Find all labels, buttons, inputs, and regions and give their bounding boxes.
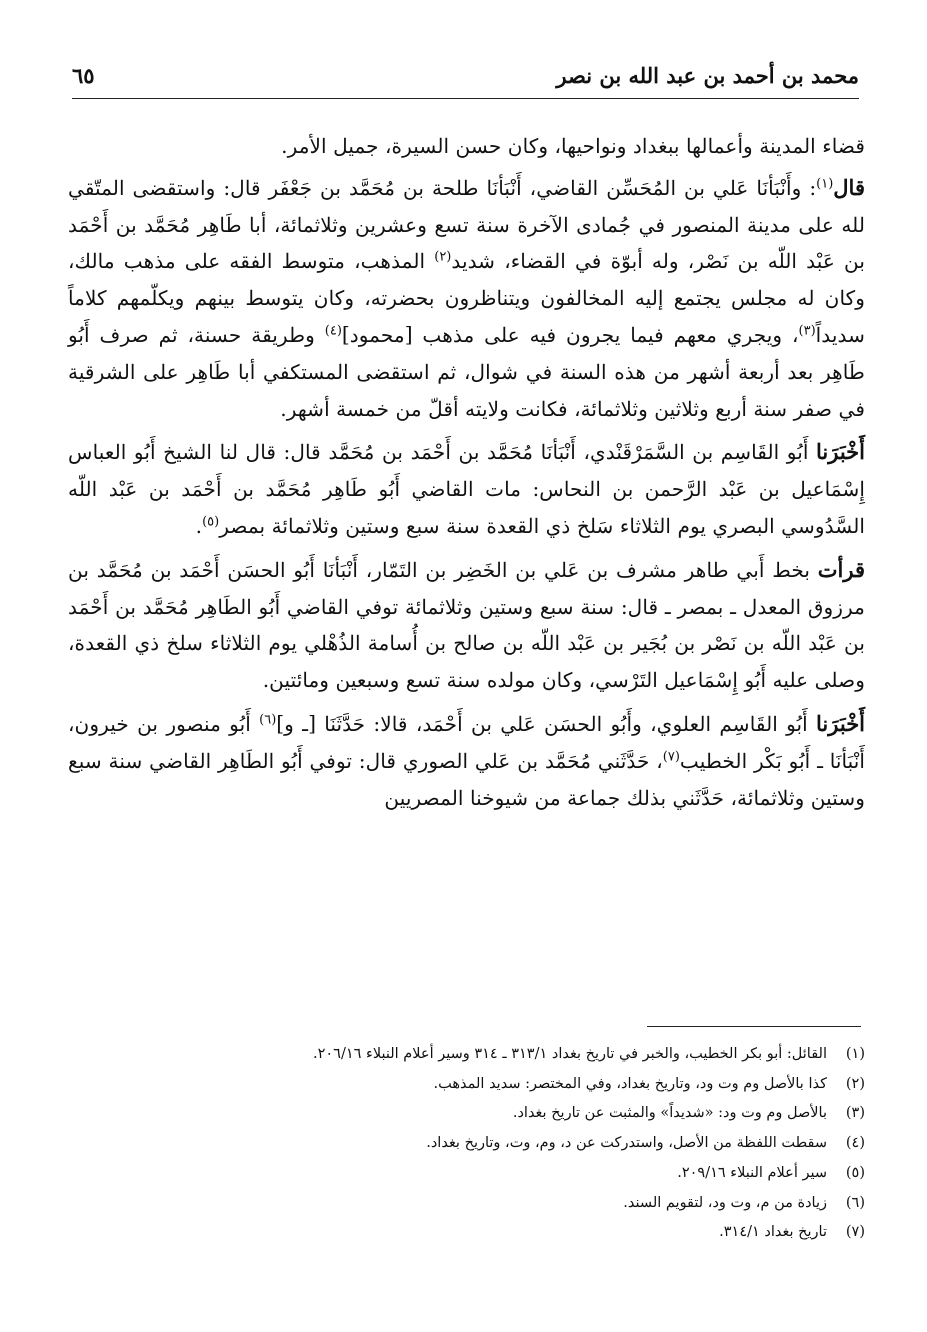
footnote-number: (٧) xyxy=(845,1224,865,1241)
footnote-ref-3: (٣) xyxy=(798,323,816,339)
footnote-ref-6: (٦) xyxy=(259,712,277,728)
footnote-text: تاريخ بغداد ٣١٤/١. xyxy=(719,1224,827,1241)
footnote-text: سقطت اللفظة من الأصل، واستدركت عن د، وم، وت، وتاريخ بغداد. xyxy=(426,1135,827,1152)
paragraph-2-text-d: وطريقة حسنة، ثم صرف أَبُو طَاهِر بعد أربعة أشهر من هذه السنة في شوال، ثم استقضى المستكفي أبا طَاهِر على الشرقية في صفر سنة أربع وثلاثين وثلاثمائة، فكانت ولايته أقلّ من خمسة أشهر. xyxy=(68,322,865,421)
footnote-ref-5: (٥) xyxy=(202,514,220,530)
footnote-number: (٤) xyxy=(845,1135,865,1152)
paragraph-2-lead: قال xyxy=(833,174,865,200)
footnote-4 xyxy=(80,1129,865,1159)
paragraph-3-text: أَبُو القَاسِم بن السَّمَرْقَنْدي، أَنْبَأنَا مُحَمَّد بن أَحْمَد بن مُحَمَّد قال: قال لنا الشيخ أَبُو العباس إِسْمَاعيل بن عَبْد الرَّحمن بن النحاس: مات القاضي أَبُو طَاهِر مُحَمَّد بن أَحْمَد بن عَبْد اللّه السَّدُوسي البصري يوم الثلاثاء سَلخ ذي القعدة سنة سبع وستين وثلاثمائة بمصر xyxy=(68,440,865,538)
page-header xyxy=(72,52,859,99)
footnote-text: كذا بالأصل وم وت ود، وتاريخ بغداد، وفي المختصر: سديد المذهب. xyxy=(433,1075,827,1092)
paragraph-3-lead: أَخْبَرَنا xyxy=(816,439,865,465)
footnote-text: سير أعلام النبلاء ٢٠٩/١٦. xyxy=(677,1164,827,1181)
footnote-3 xyxy=(80,1099,865,1129)
footnote-ref-4: (٤) xyxy=(324,323,342,339)
paragraph-5-text-a: أَبُو القَاسِم العلوي، وأَبُو الحسَن عَلي بن أَحْمَد، قالا: حَدَّثَنَا [ـ و] xyxy=(276,711,817,736)
paragraph-5 xyxy=(68,706,865,816)
paragraph-1-text: قضاء المدينة وأعمالها ببغداد ونواحيها، وكان حسن السيرة، جميل الأمر. xyxy=(281,134,865,158)
paragraph-5-text-c: ، حَدَّثَني مُحَمَّد بن عَلي الصوري قال: توفي أَبُو الطَاهِر القاضي سنة سبع وستين وثلاثمائة، حَدَّثَني بذلك جماعة من شيوخنا المصريين xyxy=(68,748,865,810)
footnote-text: زيادة من م، وت ود، لتقويم السند. xyxy=(623,1194,827,1211)
paragraph-2-text-b: المذهب، متوسط الفقه على مذهب مالك، وكان له مجلس يجتمع إليه المخالفون ويتناظرون بحضرته، وكان يتوسط بينهم ويكلّمهم كلاماً سديداً xyxy=(68,249,866,347)
paragraph-3 xyxy=(68,434,865,544)
footnote-number: (١) xyxy=(845,1046,865,1062)
paragraph-5-text-b: أَبُو منصور بن خيرون، أَنْبَأنَا ـ أَبُو بَكْر الخطيب xyxy=(68,711,866,773)
paragraph-4 xyxy=(68,552,865,699)
paragraph-2-text-a: : وأَنْبَأنَا عَلي بن المُحَسِّن القاضي، أَنْبَأنَا طلحة بن مُحَمَّد بن جَعْفَر قال: واستقضى المتّقي لله على مدينة المنصور في جُمادى الآخرة سنة تسع وعشرين وثلاثمائة، أبا طَاهِر مُحَمَّد بن أَحْمَد بن عَبْد اللّه بن نَصْر، وله أبوّة في القضاء، شديد xyxy=(68,175,865,274)
footnote-7 xyxy=(80,1218,865,1248)
footnotes xyxy=(80,1040,865,1248)
footnote-text: بالأصل وم وت ود: «شديداً» والمثبت عن تاريخ بغداد. xyxy=(512,1105,827,1122)
main-text xyxy=(68,128,865,823)
paragraph-4-lead: قرأت xyxy=(817,556,865,582)
paragraph-2-text-c: ، ويجري معهم فيما يجرون فيه على مذهب [محمود] xyxy=(341,322,799,347)
paragraph-5-lead: أَخْبَرَنا xyxy=(816,710,866,736)
footnote-6 xyxy=(80,1189,865,1219)
paragraph-3-end: . xyxy=(195,513,203,538)
footnote-number: (٥) xyxy=(845,1164,865,1181)
footnote-ref-2: (٢) xyxy=(434,249,452,265)
footnote-5 xyxy=(80,1159,865,1189)
footnote-number: (٣) xyxy=(845,1105,865,1122)
footnote-number: (٢) xyxy=(845,1075,865,1092)
footnote-ref-1: (١) xyxy=(816,176,834,192)
footnote-ref-7: (٧) xyxy=(662,749,680,765)
page-number: ٦٥ xyxy=(72,62,95,88)
footnote-divider xyxy=(647,1026,861,1027)
paragraph-1 xyxy=(68,128,865,165)
paragraph-2 xyxy=(68,170,865,428)
paragraph-4-text: بخط أَبي طاهر مشرف بن عَلي بن الخَضِر بن التَمّار، أَنْبَأنَا أَبُو الحسَن أَحْمَد بن مُحَمَّد بن مرزوق المعدل ـ بمصر ـ قال: سنة سبع وستين وثلاثمائة توفي القاضي أَبُو الطَاهِر مُحَمَّد بن أَحْمَد بن عَبْد اللّه بن نَصْر بن بُجَير بن عَبْد اللّه بن صالح بن أُسامة الذُهْلي يوم الثلاثاء سلخ ذي القعدة، وصلى عليه أَبُو إِسْمَاعيل التَرْسي، وكان مولده سنة تسع وسبعين ومائتين. xyxy=(68,557,865,693)
running-title: محمد بن أحمد بن عبد الله بن نصر xyxy=(556,62,859,88)
footnote-1 xyxy=(80,1040,865,1070)
footnote-2 xyxy=(80,1070,865,1100)
footnote-number: (٦) xyxy=(845,1194,865,1211)
footnote-text: القائل: أبو بكر الخطيب، والخبر في تاريخ بغداد ٣١٣/١ ـ ٣١٤ وسير أعلام النبلاء ٢٠٦/١٦. xyxy=(312,1046,827,1062)
